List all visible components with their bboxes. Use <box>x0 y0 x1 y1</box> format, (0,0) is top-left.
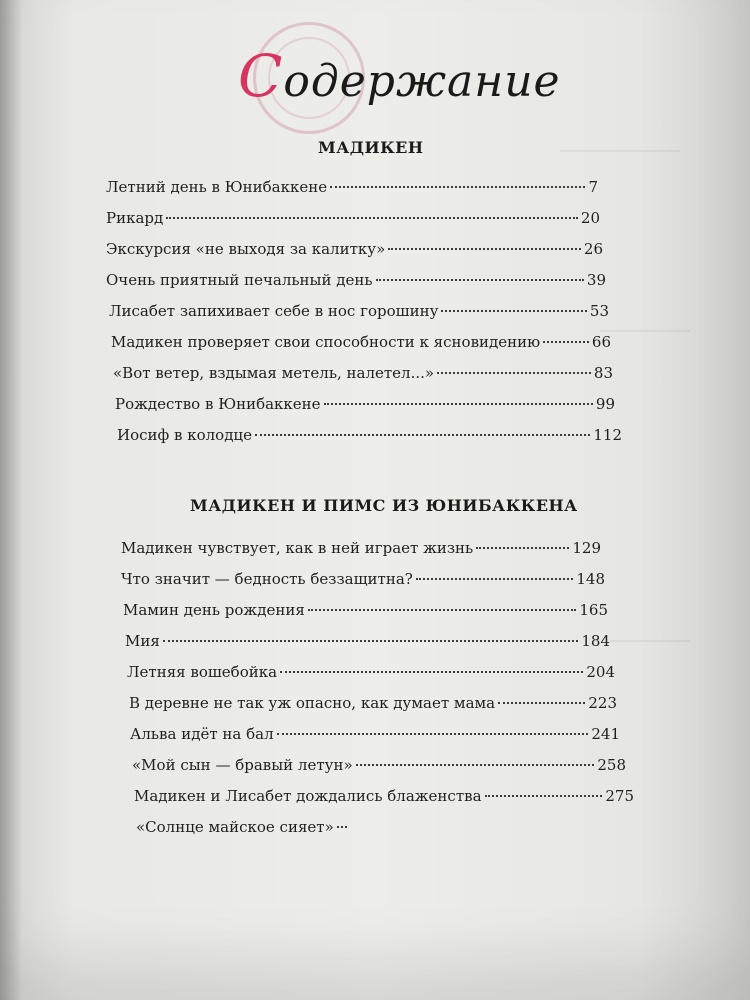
toc-entry-page: 26 <box>583 240 603 258</box>
leader-dots <box>324 403 593 405</box>
toc-entry <box>115 395 615 417</box>
toc-entry-title: «Вот ветер, вздымая метель, налетел...» <box>113 364 435 382</box>
leader-dots <box>166 217 578 219</box>
page-title <box>238 42 561 112</box>
bleed-through-line <box>610 640 690 642</box>
toc-entry <box>113 364 613 386</box>
toc-entry-page: 39 <box>586 271 606 289</box>
toc-entry-title: Мадикен проверяет свои способности к ясновидению <box>111 333 541 351</box>
toc-entry <box>127 663 615 685</box>
toc-entry-title: Летняя вошебойка <box>127 663 278 681</box>
leader-dots <box>308 609 577 611</box>
toc-entry-page: 129 <box>572 539 601 557</box>
section-heading: МАДИКЕН И ПИМС ИЗ ЮНИБАККЕНА <box>190 496 578 515</box>
toc-entry-title: Рождество в Юнибаккене <box>115 395 321 413</box>
bleed-through-line <box>560 150 680 152</box>
page-gutter-shadow <box>0 0 22 1000</box>
leader-dots <box>498 702 585 704</box>
title-initial: С <box>238 42 284 110</box>
toc-entry-title: «Мой сын — бравый летун» <box>132 756 353 774</box>
toc-entry-page: 223 <box>588 694 617 712</box>
toc-entry <box>106 209 600 231</box>
leader-dots <box>437 372 591 374</box>
toc-entry <box>130 725 620 747</box>
toc-entry <box>129 694 617 716</box>
leader-dots <box>277 733 589 735</box>
toc-entry <box>123 601 608 623</box>
toc-entry-page: 20 <box>580 209 600 227</box>
toc-entry-title: Альва идёт на бал <box>130 725 274 743</box>
toc-entry-page: 53 <box>589 302 609 320</box>
toc-entry <box>109 302 609 324</box>
toc-entry <box>121 570 605 592</box>
toc-entry-title: Экскурсия «не выходя за калитку» <box>106 240 386 258</box>
toc-entry <box>111 333 611 355</box>
toc-entry <box>136 818 366 840</box>
toc-entry <box>121 539 601 561</box>
toc-entry-title: Мадикен и Лисабет дождались блаженства <box>134 787 482 805</box>
toc-entry-page: 66 <box>591 333 611 351</box>
bleed-through-line <box>600 330 690 332</box>
leader-dots <box>337 826 347 828</box>
toc-entry <box>117 426 622 448</box>
toc-entry-title: Летний день в Юнибаккене <box>106 178 328 196</box>
leader-dots <box>388 248 581 250</box>
section-heading: МАДИКЕН <box>318 138 424 157</box>
leader-dots <box>356 764 595 766</box>
leader-dots <box>416 578 574 580</box>
toc-entry-title: Лисабет запихивает себе в нос горошину <box>109 302 439 320</box>
toc-entry-page: 275 <box>605 787 634 805</box>
toc-entry-page: 184 <box>581 632 610 650</box>
leader-dots <box>280 671 583 673</box>
toc-entry-page: 204 <box>586 663 615 681</box>
toc-entry-page: 165 <box>579 601 608 619</box>
toc-entry-page: 258 <box>597 756 626 774</box>
toc-entry <box>106 271 606 293</box>
leader-dots <box>163 640 579 642</box>
toc-entry-title: Иосиф в колодце <box>117 426 252 444</box>
toc-entry <box>134 787 634 809</box>
leader-dots <box>330 186 585 188</box>
leader-dots <box>255 434 590 436</box>
toc-entry <box>132 756 626 778</box>
toc-entry-title: «Солнце майское сияет» <box>136 818 334 836</box>
toc-entry-title: Очень приятный печальный день <box>106 271 373 289</box>
title-rest: одержание <box>283 56 561 107</box>
leader-dots <box>441 310 587 312</box>
toc-entry <box>106 240 603 262</box>
toc-entry-page: 99 <box>595 395 615 413</box>
toc-entry-title: Мамин день рождения <box>123 601 305 619</box>
toc-entry-page: 83 <box>593 364 613 382</box>
toc-entry-page: 7 <box>588 178 598 196</box>
toc-entry-page: 148 <box>576 570 605 588</box>
leader-dots <box>543 341 589 343</box>
leader-dots <box>476 547 569 549</box>
leader-dots <box>485 795 603 797</box>
toc-entry-title: Что значит — бедность беззащитна? <box>121 570 413 588</box>
toc-entry-page: 112 <box>593 426 622 444</box>
toc-entry-title: Мия <box>125 632 160 650</box>
toc-entry-page: 241 <box>591 725 620 743</box>
toc-entry-title: Рикард <box>106 209 164 227</box>
toc-entry-title: Мадикен чувствует, как в ней играет жизнь <box>121 539 474 557</box>
toc-entry <box>106 178 598 200</box>
toc-entry-title: В деревне не так уж опасно, как думает мама <box>129 694 496 712</box>
toc-entry <box>125 632 610 654</box>
leader-dots <box>376 279 584 281</box>
